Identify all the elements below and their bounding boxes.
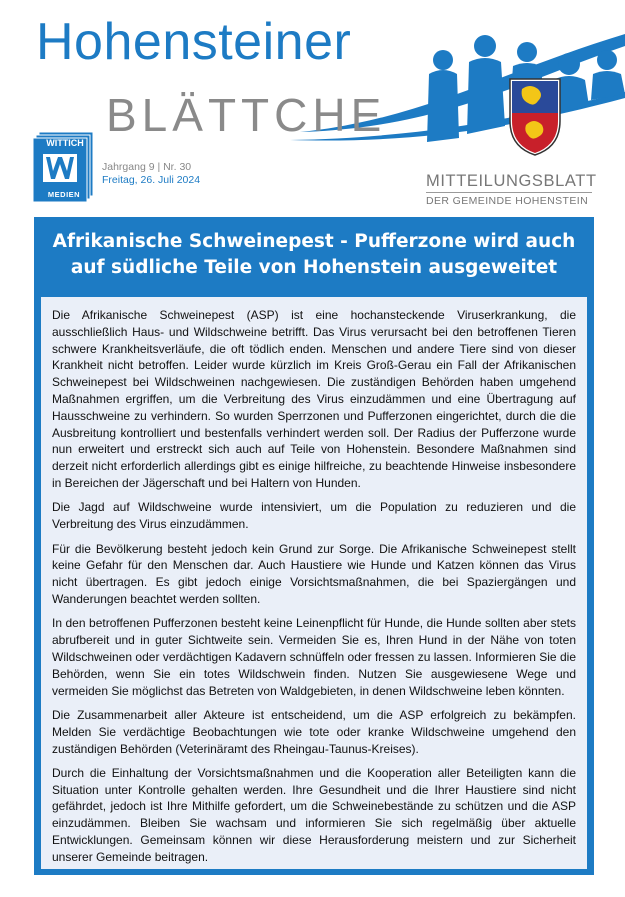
article-headline [34,229,594,282]
article-body [41,297,587,869]
newspaper-title: Hohensteiner [36,13,352,71]
publisher-name-top: WITTICH [46,138,84,148]
article-paragraph: In den betroffenen Pufferzonen besteht keine Leinenpflicht für Hunde, die Hunde sollten aber stets abrufbereit und in guter Sichtweite sein. Vermeiden Sie es, Ihren Hund in der Nähe von toten Wildschweinen oder verdächtigen Kadavern schnüffeln oder fressen zu lassen. Informieren Sie die Behörden, wenn Sie ein totes Wildschwein finden. Nutzen Sie ausgewiesene Wege und vermeiden Sie möglichst das Betreten von Waldgebieten, in denen Wildschweine leben könnten. [52,616,576,698]
coat-of-arms-icon [508,77,562,157]
gemeinde-label: DER GEMEINDE HOHENSTEIN [426,195,589,207]
publisher-name-bottom: MEDIEN [47,190,81,199]
article-paragraph: Durch die Einhaltung der Vorsichtsmaßnahmen und die Kooperation aller Beteiligten kann die Situation unter Kontrolle gehalten werden. Ihre Gesundheit und die Ihrer Haustiere sind nicht gefährdet, jedoch ist Ihre Mithilfe gefordert, um die Schweinebestände zu schützen und die ASP einzudämmen. Bleiben Sie wachsam und informieren Sie sich regelmäßig über aktuelle Entwicklungen. Gemeinsam können wir diese Herausforderung meistern und zur Sicherheit unserer Gemeinde beitragen. [52,765,576,864]
mitteilungsblatt-label: MITTEILUNGSBLATT [426,172,597,190]
newspaper-subtitle: BLÄTTCHE [106,89,387,141]
headline-line-2: auf südliche Teile von Hohenstein ausgeweitet [70,257,558,279]
issue-number: Jahrgang 9 | Nr. 30 [102,161,192,173]
headline-line-1: Afrikanische Schweinepest - Pufferzone wird auch [52,231,576,252]
article-paragraph: Für die Bevölkerung besteht jedoch kein Grund zur Sorge. Die Afrikanische Schweinepest stellt keine Gefahr für den Menschen dar. Auch Haustiere wie Hunde und Katzen können das Virus nicht übertragen. Es gibt jedoch einige Vorsichtsmaßnahmen, die bei Spaziergängen und Wanderungen beachtet werden sollten. [52,541,576,606]
issue-date: Freitag, 26. Juli 2024 [102,174,201,186]
article-paragraph: Die Zusammenarbeit aller Akteure ist entscheidend, um die ASP erfolgreich zu bekämpfen. Melden Sie verdächtige Beobachtungen wie tote oder kranke Wildschweine umgehend den zuständigen Behörden (Veterinäramt des Rheingau-Taunus-Kreises). [52,707,576,756]
article-paragraph: Die Jagd auf Wildschweine wurde intensiviert, um die Population zu reduzieren und die Verbreitung des Virus einzudämmen. [52,500,576,532]
masthead [0,0,625,215]
article [34,217,594,875]
divider [426,192,592,193]
article-paragraph: Die Afrikanische Schweinepest (ASP) ist eine hochansteckende Viruserkrankung, die ausschließlich Haus- und Wildschweine betrifft. Das Virus verursacht bei den betroffenen Tieren schwere Krankheitsverläufe, die oft tödlich enden. Menschen und andere Tiere sind von dieser Krankheit nicht betroffen. Leider wurde kürzlich im Kreis Groß-Gerau ein Fall der Afrikanischen Schweinepest bei Wildschweinen nachgewiesen. Die zuständigen Behörden haben umgehend Maßnahmen ergriffen, um die Verbreitung des Virus einzudämmen und eine Übertragung auf Hausschweine zu verhindern. So wurden Sperrzonen und Pufferzonen eingerichtet, durch die die Ausbreitung kontrolliert und bestenfalls verhindert werden soll. Der Radius der Pufferzone wurde nun erweitert und erstreckt sich auch auf Teile von Hohenstein. Besondere Maßnahmen sind derzeit nicht erforderlich allerdings gibt es einige hilfreiche, zu beachtende Hinweise insbesondere in Bereichen der Jägerschaft und bei Haltern von Hunden. [52,308,576,490]
